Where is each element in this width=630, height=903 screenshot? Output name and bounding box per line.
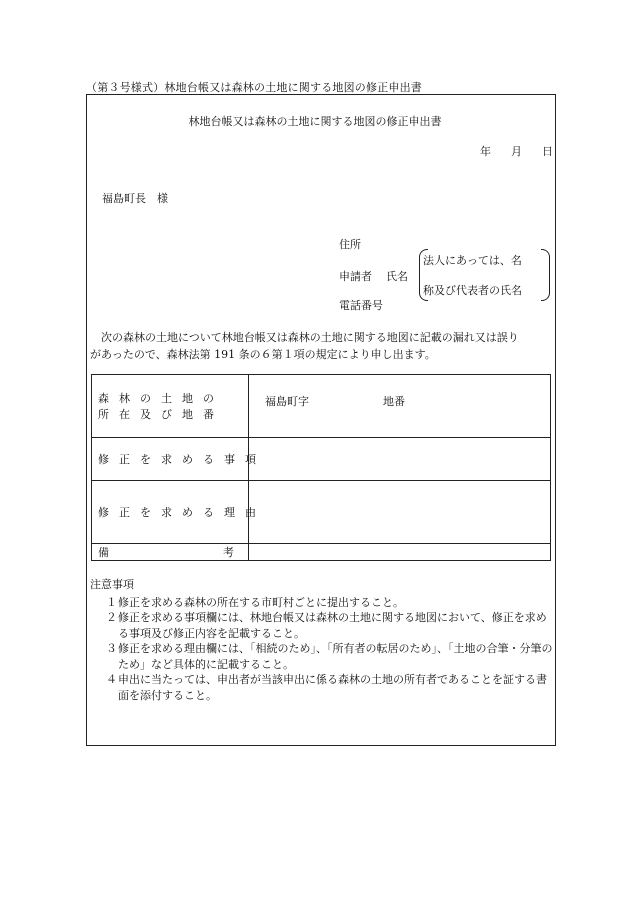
notes-title: 注意事項 (90, 578, 134, 591)
reason-value-cell[interactable] (249, 481, 551, 544)
intro-line-1: 次の森林の土地について林地台帳又は森林の土地に関する地図に記載の漏れ又は誤り (101, 331, 519, 344)
remarks-label-left: 備 (98, 546, 109, 559)
bracket-right (541, 249, 550, 301)
intro-paragraph (90, 329, 552, 363)
phone-label: 電話番号 (339, 299, 383, 312)
notes-section (90, 577, 554, 703)
table-row-location (92, 375, 551, 438)
applicant-label: 申請者 (339, 270, 372, 283)
note-number: ２ (106, 611, 117, 624)
table-row-matter (92, 438, 551, 481)
reason-label: 修正を求める理由 (98, 506, 266, 519)
reason-label-cell (92, 481, 266, 544)
note-text: 修正を求める理由欄には、「相続のため」、「所有者の転居のため」、「土地の合筆・分筆のため」など具体的に記載すること。 (118, 642, 553, 671)
date-line (480, 143, 553, 159)
table-row-reason (92, 481, 551, 544)
matter-value-cell[interactable] (249, 438, 551, 481)
location-label-line-1: 森林の土地の (98, 392, 224, 405)
bracket-line-2: 称及び代表者の氏名 (423, 284, 522, 297)
application-table (91, 374, 551, 561)
note-item (90, 595, 554, 611)
remarks-value-cell[interactable] (249, 544, 551, 561)
note-number: ４ (106, 673, 117, 686)
remarks-label-right: 考 (223, 546, 234, 559)
note-number: ３ (106, 642, 117, 655)
intro-line-2: があったので、森林法第 191 条の６第１項の規定により申し出ます。 (90, 348, 436, 361)
remarks-label-cell (92, 544, 249, 561)
note-item (90, 610, 554, 641)
corporate-note-bracket (419, 249, 550, 301)
location-label-cell (92, 375, 249, 438)
table-row-remarks (92, 544, 551, 561)
lot-number-label: 地番 (383, 395, 405, 408)
document-title: 林地台帳又は森林の土地に関する地図の修正申出書 (188, 115, 442, 128)
town-prefix: 福島町字 (265, 395, 309, 408)
addressee: 福島町長 様 (102, 192, 168, 205)
note-text: 申出に当たっては、申出者が当該申出に係る森林の土地の所有者であることを証する書面を添付すること。 (118, 673, 547, 702)
location-label-line-2: 所在及び地番 (98, 408, 224, 421)
address-label: 住所 (339, 238, 361, 251)
date-year: 年 (480, 145, 491, 158)
note-item (90, 641, 554, 672)
note-item (90, 672, 554, 703)
date-month: 月 (511, 145, 522, 158)
name-label: 氏名 (386, 270, 408, 283)
note-text: 修正を求める事項欄には、林地台帳又は森林の土地に関する地図において、修正を求める事項及び修正内容を記載すること。 (118, 611, 547, 640)
form-number-header: （第３号様式）林地台帳又は森林の土地に関する地図の修正申出書 (86, 81, 422, 94)
bracket-line-1: 法人にあっては、名 (423, 254, 522, 267)
matter-label: 修正を求める事項 (98, 453, 266, 466)
date-day: 日 (542, 145, 553, 158)
note-number: １ (106, 595, 117, 609)
location-value-cell[interactable] (249, 375, 551, 438)
note-text: 修正を求める森林の所在する市町村ごとに提出すること。 (118, 595, 404, 609)
matter-label-cell (92, 438, 266, 481)
